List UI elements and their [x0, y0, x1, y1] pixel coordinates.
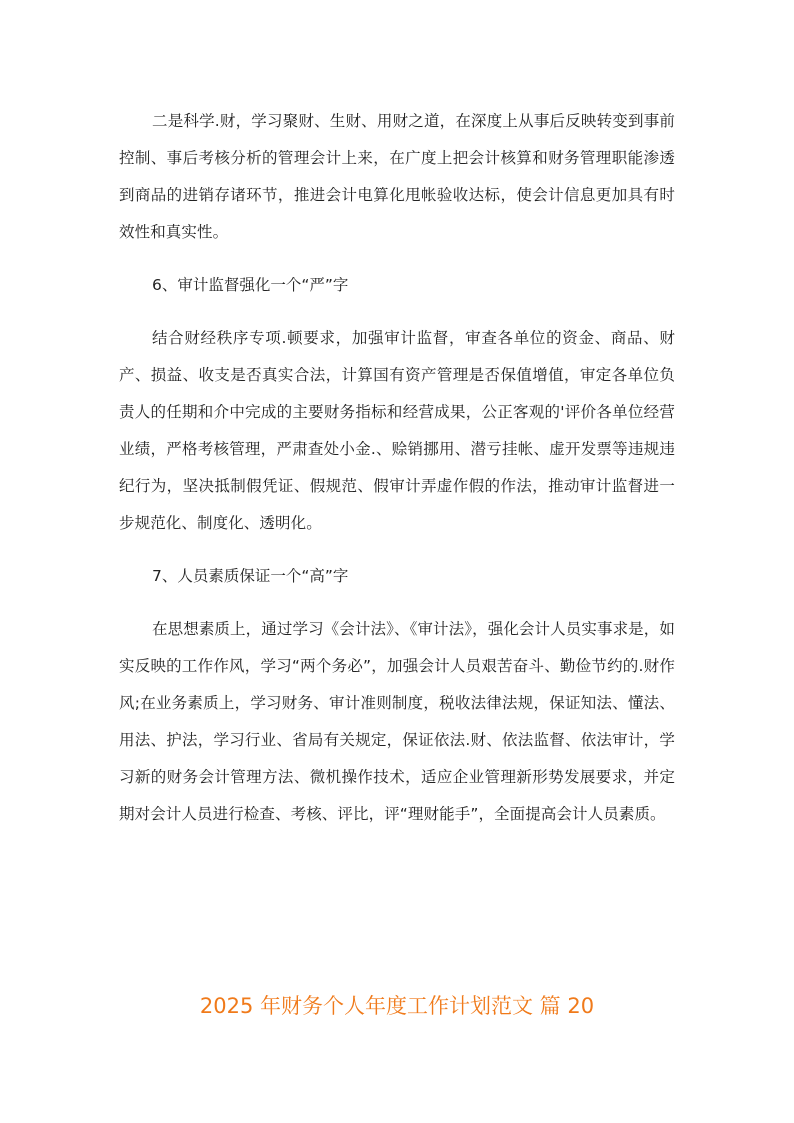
paragraph-scientific-finance: 二是科学.财，学习聚财、生财、用财之道，在深度上从事后反映转变到事前控制、事后考核分析的管理会计上来，在广度上把会计核算和财务管理职能渗透到商品的进销存诸环节，推进会计电算化甩帐验收达标，使会计信息更加具有时效性和真实性。 [119, 112, 675, 241]
heading-audit-supervision: 6、审计监督强化一个“严”字 [152, 276, 349, 294]
paragraph-gap [119, 542, 675, 558]
paragraph-staff-quality: 在思想素质上，通过学习《会计法》、《审计法》，强化会计人员实事求是，如实反映的工作作风，学习“两个务必”，加强会计人员艰苦奋斗、勤俭节约的.财作风;在业务素质上，学习财务、审计准则制度，税收法律法规，保证知法、懂法、用法、护法，学习行业、省局有关规定，保证依法.财、依法监督、依法审计，学习新的财务会计管理方法、微机操作技术，适应企业管理新形势发展要求，并定期对会计人员进行检查、考核、评比，评“理财能手”，全面提高会计人员素质。 [119, 620, 675, 823]
heading-staff-quality: 7、人员素质保证一个“高”字 [152, 567, 349, 585]
paragraph-gap [119, 251, 675, 267]
paragraph-audit-supervision: 结合财经秩序专项.顿要求，加强审计监督，审查各单位的资金、商品、财产、损益、收支是否真实合法，计算国有资产管理是否保值增值，审定各单位负责人的任期和介中完成的主要财务指标和经营成果，公正客观的'评价各单位经营业绩，严格考核管理，严肃查处小金.、赊销挪用、潜亏挂帐、虚开发票等违规违纪行为，坚决抵制假凭证、假规范、假审计弄虚作假的作法，推动审计监督进一步规范化、制度化、透明化。 [119, 329, 675, 532]
paragraph-gap [119, 595, 675, 611]
paragraph-gap [119, 304, 675, 320]
document-body [119, 103, 675, 833]
section-title: 2025 年财务个人年度工作计划范文 篇 20 [199, 994, 595, 1018]
